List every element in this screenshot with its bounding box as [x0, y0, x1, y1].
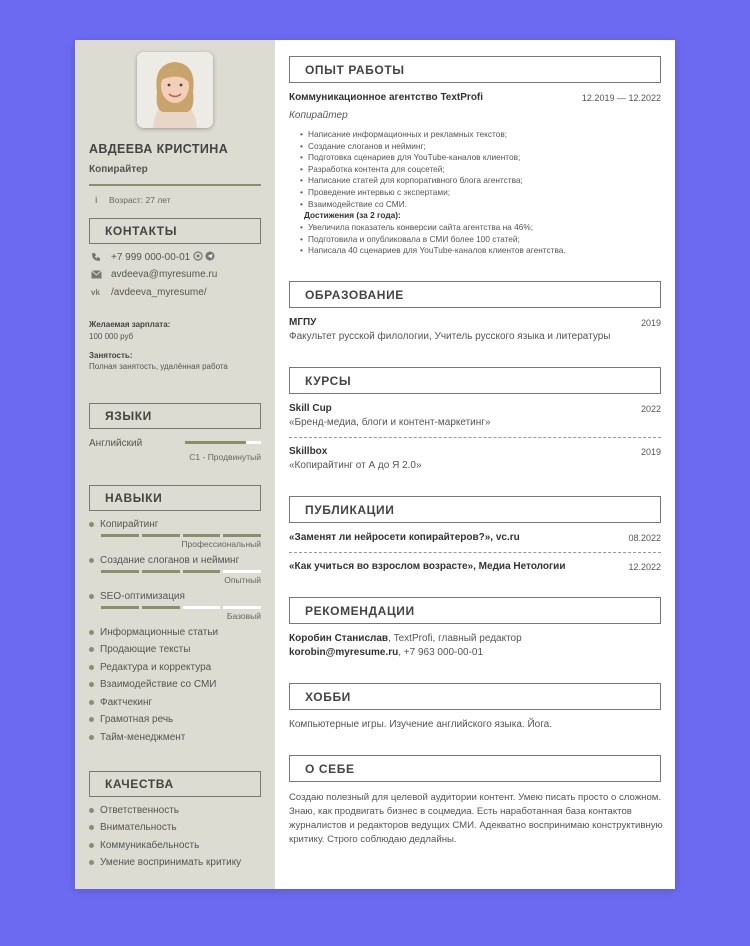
- language-level: C1 - Продвинутый: [189, 452, 261, 462]
- vk-icon: vk: [91, 288, 100, 297]
- publication-title[interactable]: «Заменят ли нейросети копирайтеров?», vc.ru: [289, 532, 520, 543]
- list-item: • Проведение интервью с экспертами;: [295, 187, 523, 199]
- recommender-role: , TextProfi, главный редактор: [388, 633, 522, 644]
- language-name: Английский: [89, 438, 143, 449]
- mail-icon: [91, 269, 111, 280]
- skill-level-bar: [101, 606, 261, 609]
- skill-level-segment: [101, 570, 139, 573]
- bullet-icon: [89, 825, 94, 830]
- skill-name: Редактура и корректура: [100, 662, 212, 673]
- skill-name: Фактчекинг: [100, 697, 153, 708]
- skill-item: [89, 644, 190, 655]
- divider: [289, 437, 661, 438]
- age-row: [95, 195, 171, 205]
- skill-item: [89, 679, 217, 690]
- skill-item: [89, 662, 211, 673]
- whatsapp-icon[interactable]: [193, 251, 203, 264]
- skill-item: [89, 519, 158, 530]
- skill-name: SEO-оптимизация: [100, 591, 185, 602]
- course-year: 2022: [640, 404, 661, 414]
- quality-name: Внимательность: [100, 822, 177, 833]
- person-title: Копирайтер: [89, 164, 148, 175]
- achievements-label: Достижения (за 2 года):: [304, 210, 401, 220]
- quality-item: [89, 857, 241, 868]
- skill-level: Базовый: [226, 611, 261, 621]
- recommendation-person: [289, 633, 522, 644]
- section-title-education: ОБРАЗОВАНИЕ: [289, 281, 661, 308]
- main-content: [275, 40, 675, 889]
- bullet-icon: [89, 558, 94, 563]
- quality-item: [89, 840, 199, 851]
- employment-label: Занятость:: [89, 351, 133, 360]
- section-title-qualities: КАЧЕСТВА: [89, 771, 261, 797]
- bullet-icon: [89, 735, 94, 740]
- salary-value: 100 000 руб: [89, 332, 134, 341]
- skill-name: Тайм-менеджмент: [100, 732, 186, 743]
- skill-level-segment: [142, 534, 180, 537]
- publication-date: 12.2022: [628, 562, 661, 572]
- employment-value: Полная занятость, удалённая работа: [89, 362, 228, 371]
- skill-level-segment: [142, 570, 180, 573]
- info-icon: i: [95, 195, 98, 205]
- bullet-icon: [89, 594, 94, 599]
- bullet-icon: [89, 700, 94, 705]
- vk-text: /avdeeva_myresume/: [111, 287, 207, 298]
- bullet-icon: [89, 522, 94, 527]
- skill-item: [89, 714, 173, 725]
- course-year: 2019: [640, 447, 661, 457]
- skill-item: [89, 697, 152, 708]
- skill-item: [89, 555, 239, 566]
- list-item: • Взаимодействие со СМИ.: [295, 199, 523, 211]
- skill-name: Грамотная речь: [100, 714, 174, 725]
- recommender-name: Коробин Станислав: [289, 633, 389, 644]
- section-title-skills: НАВЫКИ: [89, 485, 261, 511]
- position-name: Копирайтер: [289, 110, 348, 121]
- email-text: avdeeva@myresume.ru: [111, 269, 218, 280]
- skill-level: Профессиональный: [181, 539, 261, 549]
- education-year: 2019: [640, 318, 661, 328]
- contact-email[interactable]: [91, 269, 217, 280]
- list-item: • Создание слоганов и нейминг;: [295, 141, 523, 153]
- section-title-recommendations: РЕКОМЕНДАЦИИ: [289, 597, 661, 624]
- list-item: • Подготовка сценариев для YouTube-каналов клиентов;: [295, 152, 523, 164]
- divider: [89, 184, 261, 186]
- avatar: [137, 52, 213, 128]
- quality-item: [89, 805, 179, 816]
- section-title-publications: ПУБЛИКАЦИИ: [289, 496, 661, 523]
- list-item: • Написание статей для корпоративного блога агентства;: [295, 175, 523, 187]
- quality-item: [89, 822, 177, 833]
- section-title-hobby: ХОББИ: [289, 683, 661, 710]
- skill-name: Продающие тексты: [100, 644, 191, 655]
- course-detail: «Копирайтинг от А до Я 2.0»: [289, 460, 422, 471]
- skill-name: Копирайтинг: [100, 519, 159, 530]
- publication-date: 08.2022: [628, 533, 661, 543]
- list-item: • Написание информационных и рекламных текстов;: [295, 129, 523, 141]
- skill-level-segment: [183, 534, 221, 537]
- phone-text: +7 999 000-00-01: [111, 252, 191, 263]
- section-title-courses: КУРСЫ: [289, 367, 661, 394]
- section-title-experience: ОПЫТ РАБОТЫ: [289, 56, 661, 83]
- skill-item: [89, 732, 185, 743]
- section-title-about: О СЕБЕ: [289, 755, 661, 782]
- list-item: • Разработка контента для соцсетей;: [295, 164, 523, 176]
- bullet-icon: [89, 630, 94, 635]
- skill-level-segment: [183, 606, 221, 609]
- publication-title[interactable]: «Как учиться во взрослом возрасте», Медиа Нетологии: [289, 561, 566, 572]
- contact-vk[interactable]: [91, 287, 207, 298]
- education-detail: Факультет русской филологии, Учитель русского языка и литературы: [289, 331, 611, 342]
- phone-icon: [91, 252, 111, 263]
- skill-item: [89, 591, 185, 602]
- skill-level-segment: [223, 606, 261, 609]
- divider: [289, 552, 661, 553]
- section-title-languages: ЯЗЫКИ: [89, 403, 261, 429]
- sidebar: [75, 40, 275, 889]
- course-name: Skill Cup: [289, 403, 332, 414]
- company-name: Коммуникационное агентство TextProfi: [289, 92, 484, 103]
- achievements-list: [295, 222, 566, 257]
- school-name: МГПУ: [289, 317, 317, 328]
- skill-level-segment: [101, 606, 139, 609]
- bullet-icon: [89, 682, 94, 687]
- skill-name: Взаимодействие со СМИ: [100, 679, 217, 690]
- contact-phone[interactable]: [91, 251, 215, 264]
- course-detail: «Бренд-медиа, блоги и контент-маркетинг»: [289, 417, 491, 428]
- skill-item: [89, 627, 218, 638]
- age-text: Возраст: 27 лет: [109, 195, 171, 205]
- bullet-icon: [89, 860, 94, 865]
- bullet-icon: [89, 717, 94, 722]
- quality-name: Ответственность: [100, 805, 179, 816]
- skill-level: Опытный: [224, 575, 261, 585]
- recommendation-contacts: [289, 647, 483, 658]
- skill-name: Информационные статьи: [100, 627, 219, 638]
- resume-page: [75, 40, 675, 889]
- skill-level-bar: [101, 570, 261, 573]
- skill-level-segment: [183, 570, 221, 573]
- section-title-contacts: КОНТАКТЫ: [89, 218, 261, 244]
- skill-level-segment: [223, 570, 261, 573]
- bullet-icon: [89, 843, 94, 848]
- recommender-phone: , +7 963 000-00-01: [398, 647, 484, 658]
- skill-level-segment: [101, 534, 139, 537]
- recommender-email[interactable]: korobin@myresume.ru: [289, 647, 399, 658]
- skill-name: Создание слоганов и нейминг: [100, 555, 240, 566]
- duties-list: [295, 129, 523, 210]
- about-text: Создаю полезный для целевой аудитории контент. Умею писать просто о сложном. Знаю, как продвигать бизнес в соцмедиа. Есть наработанная база контактов журналистов и редакторов ведущих СМИ. Адекватно воспринимаю конструктивную критику. Строго соблюдаю дедлайны.: [289, 792, 663, 845]
- bullet-icon: [89, 808, 94, 813]
- skill-level-bar: [101, 534, 261, 537]
- person-name: АВДЕЕВА КРИСТИНА: [89, 142, 229, 156]
- language-level-fill: [185, 441, 246, 444]
- list-item: • Подготовила и опубликовала в СМИ более 100 статей;: [295, 234, 566, 246]
- list-item: • Увеличила показатель конверсии сайта агентства на 46%;: [295, 222, 566, 234]
- language-level-bar: [185, 441, 261, 444]
- skill-level-segment: [142, 606, 180, 609]
- course-name: Skillbox: [289, 446, 328, 457]
- hobby-text: Компьютерные игры. Изучение английского языка. Йога.: [289, 719, 552, 730]
- bullet-icon: [89, 647, 94, 652]
- skill-level-segment: [223, 534, 261, 537]
- salary-label: Желаемая зарплата:: [89, 320, 171, 329]
- quality-name: Умение воспринимать критику: [100, 857, 242, 868]
- list-item: • Написала 40 сценариев для YouTube-каналов клиентов агентства.: [295, 245, 566, 257]
- experience-period: 12.2019 — 12.2022: [581, 93, 661, 103]
- bullet-icon: [89, 665, 94, 670]
- quality-name: Коммуникабельность: [100, 840, 200, 851]
- telegram-icon[interactable]: [205, 251, 215, 264]
